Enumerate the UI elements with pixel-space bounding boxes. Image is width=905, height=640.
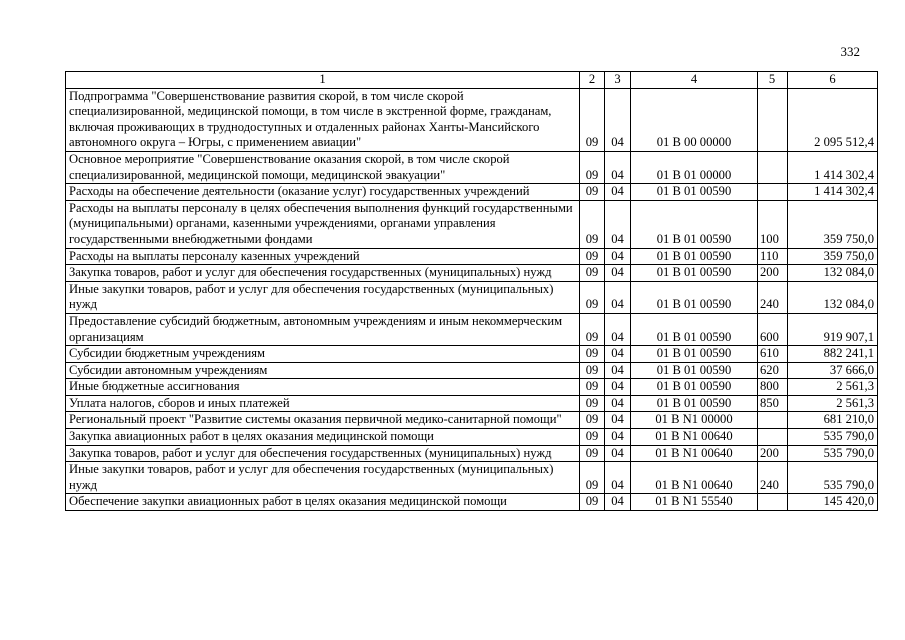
expense-type-cell <box>758 151 788 183</box>
header-cell: 2 <box>580 72 605 89</box>
expense-type-cell: 110 <box>758 248 788 265</box>
amount-cell: 359 750,0 <box>788 248 878 265</box>
expense-type-cell <box>758 429 788 446</box>
expense-type-cell: 100 <box>758 200 788 248</box>
section-code-cell: 09 <box>580 88 605 151</box>
expense-type-cell: 240 <box>758 462 788 494</box>
amount-cell: 1 414 302,4 <box>788 151 878 183</box>
amount-cell: 681 210,0 <box>788 412 878 429</box>
row-name-cell: Иные бюджетные ассигнования <box>66 379 580 396</box>
section-code-cell: 09 <box>580 313 605 345</box>
row-name-cell: Подпрограмма "Совершенствование развития скорой, в том числе скорой специализированной, медицинской помощи, в том числе в экстренной форме, гражданам, включая проживающих в труднодоступных и отдаленных районах Ханты-Мансийского автономного округа – Югры, с применением авиации" <box>66 88 580 151</box>
table-row <box>66 445 878 462</box>
amount-cell: 535 790,0 <box>788 445 878 462</box>
amount-cell: 2 561,3 <box>788 395 878 412</box>
target-article-cell: 01 В 01 00590 <box>631 313 758 345</box>
subsection-code-cell: 04 <box>605 429 631 446</box>
subsection-code-cell: 04 <box>605 248 631 265</box>
subsection-code-cell: 04 <box>605 313 631 345</box>
row-name-cell: Закупка товаров, работ и услуг для обеспечения государственных (муниципальных) нужд <box>66 265 580 282</box>
budget-table <box>65 71 878 511</box>
amount-cell: 132 084,0 <box>788 265 878 282</box>
target-article-cell: 01 В 01 00590 <box>631 248 758 265</box>
subsection-code-cell: 04 <box>605 265 631 282</box>
expense-type-cell <box>758 88 788 151</box>
amount-cell: 1 414 302,4 <box>788 184 878 201</box>
subsection-code-cell: 04 <box>605 462 631 494</box>
header-cell: 5 <box>758 72 788 89</box>
row-name-cell: Основное мероприятие "Совершенствование оказания скорой, в том числе скорой специализированной, медицинской помощи, медицинской эвакуации" <box>66 151 580 183</box>
row-name-cell: Региональный проект "Развитие системы оказания первичной медико-санитарной помощи" <box>66 412 580 429</box>
subsection-code-cell: 04 <box>605 346 631 363</box>
target-article-cell: 01 В N1 00640 <box>631 429 758 446</box>
table-row <box>66 395 878 412</box>
target-article-cell: 01 В 01 00590 <box>631 346 758 363</box>
subsection-code-cell: 04 <box>605 379 631 396</box>
table-row <box>66 346 878 363</box>
row-name-cell: Субсидии бюджетным учреждениям <box>66 346 580 363</box>
table-row <box>66 412 878 429</box>
table-row <box>66 281 878 313</box>
section-code-cell: 09 <box>580 395 605 412</box>
row-name-cell: Субсидии автономным учреждениям <box>66 362 580 379</box>
table-row <box>66 200 878 248</box>
row-name-cell: Закупка авиационных работ в целях оказания медицинской помощи <box>66 429 580 446</box>
row-name-cell: Обеспечение закупки авиационных работ в целях оказания медицинской помощи <box>66 494 580 511</box>
amount-cell: 132 084,0 <box>788 281 878 313</box>
section-code-cell: 09 <box>580 151 605 183</box>
expense-type-cell: 600 <box>758 313 788 345</box>
amount-cell: 145 420,0 <box>788 494 878 511</box>
subsection-code-cell: 04 <box>605 184 631 201</box>
target-article-cell: 01 В N1 00000 <box>631 412 758 429</box>
table-row <box>66 151 878 183</box>
expense-type-cell: 850 <box>758 395 788 412</box>
section-code-cell: 09 <box>580 200 605 248</box>
section-code-cell: 09 <box>580 265 605 282</box>
section-code-cell: 09 <box>580 429 605 446</box>
target-article-cell: 01 В N1 00640 <box>631 445 758 462</box>
row-name-cell: Иные закупки товаров, работ и услуг для обеспечения государственных (муниципальных) нужд <box>66 462 580 494</box>
target-article-cell: 01 В 01 00590 <box>631 200 758 248</box>
subsection-code-cell: 04 <box>605 88 631 151</box>
section-code-cell: 09 <box>580 248 605 265</box>
section-code-cell: 09 <box>580 412 605 429</box>
section-code-cell: 09 <box>580 184 605 201</box>
subsection-code-cell: 04 <box>605 395 631 412</box>
expense-type-cell <box>758 184 788 201</box>
subsection-code-cell: 04 <box>605 362 631 379</box>
row-name-cell: Уплата налогов, сборов и иных платежей <box>66 395 580 412</box>
table-header-row <box>66 72 878 89</box>
expense-type-cell: 240 <box>758 281 788 313</box>
amount-cell: 359 750,0 <box>788 200 878 248</box>
table-row <box>66 362 878 379</box>
section-code-cell: 09 <box>580 445 605 462</box>
expense-type-cell: 800 <box>758 379 788 396</box>
table-row <box>66 88 878 151</box>
table-row <box>66 184 878 201</box>
table-row <box>66 429 878 446</box>
budget-table-body <box>66 72 878 511</box>
row-name-cell: Предоставление субсидий бюджетным, автономным учреждениям и иным некоммерческим организациям <box>66 313 580 345</box>
amount-cell: 882 241,1 <box>788 346 878 363</box>
target-article-cell: 01 В 01 00590 <box>631 265 758 282</box>
section-code-cell: 09 <box>580 494 605 511</box>
target-article-cell: 01 В 01 00590 <box>631 362 758 379</box>
row-name-cell: Расходы на выплаты персоналу в целях обеспечения выполнения функций государственными (муниципальными) органами, казенными учреждениями, органами управления государственными внебюджетными фондами <box>66 200 580 248</box>
header-cell: 1 <box>66 72 580 89</box>
expense-type-cell: 610 <box>758 346 788 363</box>
target-article-cell: 01 В 00 00000 <box>631 88 758 151</box>
amount-cell: 37 666,0 <box>788 362 878 379</box>
row-name-cell: Закупка товаров, работ и услуг для обеспечения государственных (муниципальных) нужд <box>66 445 580 462</box>
header-cell: 6 <box>788 72 878 89</box>
section-code-cell: 09 <box>580 346 605 363</box>
expense-type-cell <box>758 412 788 429</box>
target-article-cell: 01 В 01 00000 <box>631 151 758 183</box>
amount-cell: 2 561,3 <box>788 379 878 396</box>
expense-type-cell <box>758 494 788 511</box>
subsection-code-cell: 04 <box>605 151 631 183</box>
page-number: 332 <box>840 44 860 59</box>
table-row <box>66 379 878 396</box>
subsection-code-cell: 04 <box>605 412 631 429</box>
table-row <box>66 248 878 265</box>
subsection-code-cell: 04 <box>605 281 631 313</box>
target-article-cell: 01 В 01 00590 <box>631 395 758 412</box>
expense-type-cell: 200 <box>758 445 788 462</box>
section-code-cell: 09 <box>580 362 605 379</box>
section-code-cell: 09 <box>580 379 605 396</box>
section-code-cell: 09 <box>580 462 605 494</box>
expense-type-cell: 200 <box>758 265 788 282</box>
amount-cell: 535 790,0 <box>788 429 878 446</box>
amount-cell: 535 790,0 <box>788 462 878 494</box>
row-name-cell: Расходы на обеспечение деятельности (оказание услуг) государственных учреждений <box>66 184 580 201</box>
subsection-code-cell: 04 <box>605 445 631 462</box>
header-cell: 3 <box>605 72 631 89</box>
table-row <box>66 494 878 511</box>
target-article-cell: 01 В 01 00590 <box>631 379 758 396</box>
row-name-cell: Иные закупки товаров, работ и услуг для обеспечения государственных (муниципальных) нужд <box>66 281 580 313</box>
table-row <box>66 313 878 345</box>
amount-cell: 2 095 512,4 <box>788 88 878 151</box>
target-article-cell: 01 В 01 00590 <box>631 184 758 201</box>
section-code-cell: 09 <box>580 281 605 313</box>
subsection-code-cell: 04 <box>605 494 631 511</box>
amount-cell: 919 907,1 <box>788 313 878 345</box>
table-row <box>66 462 878 494</box>
target-article-cell: 01 В N1 00640 <box>631 462 758 494</box>
row-name-cell: Расходы на выплаты персоналу казенных учреждений <box>66 248 580 265</box>
header-cell: 4 <box>631 72 758 89</box>
target-article-cell: 01 В N1 55540 <box>631 494 758 511</box>
expense-type-cell: 620 <box>758 362 788 379</box>
target-article-cell: 01 В 01 00590 <box>631 281 758 313</box>
subsection-code-cell: 04 <box>605 200 631 248</box>
table-row <box>66 265 878 282</box>
